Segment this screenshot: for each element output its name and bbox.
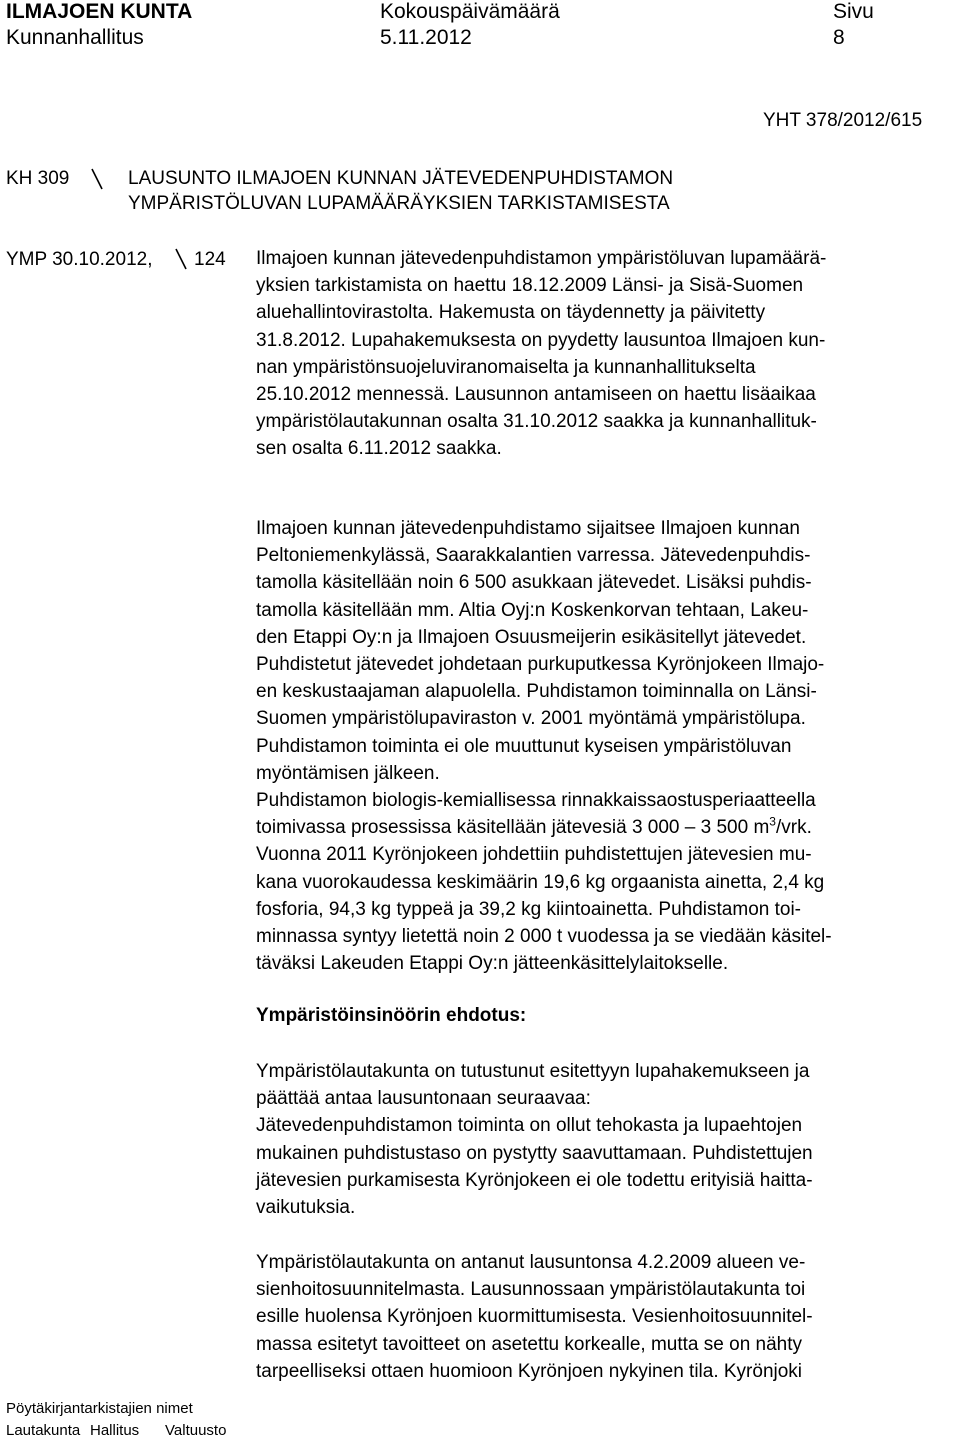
text-line: kana vuorokaudessa keskimäärin 19,6 kg orgaanista ainetta, 2,4 kg <box>256 871 825 893</box>
footer-valtuusto: Valtuusto <box>165 1422 227 1439</box>
text-line: tamolla käsitellään noin 6 500 asukkaan jätevedet. Lisäksi puhdis- <box>256 572 812 594</box>
text-line: tamolla käsitellään mm. Altia Oyj:n Koskenkorvan tehtaan, Lakeu- <box>256 599 809 621</box>
text-line: aluehallintovirastolta. Hakemusta on täydennetty ja päivitetty <box>256 302 766 324</box>
text-line: Suomen ympäristölupaviraston v. 2001 myöntämä ympäristölupa. <box>256 708 806 730</box>
text-line: Ympäristölautakunta on tutustunut esitettyyn lupahakemukseen ja <box>256 1061 810 1082</box>
page-label: Sivu <box>833 0 874 23</box>
text-line: vaikutuksia. <box>256 1197 356 1219</box>
footer-hallitus: Hallitus <box>90 1422 140 1439</box>
text-line: Jätevedenpuhdistamon toiminta on ollut tehokasta ja lupaehtojen <box>256 1115 803 1137</box>
paragraph-river-plan <box>256 1249 956 1385</box>
text-line: yksien tarkistamista on haettu 18.12.2009 Länsi- ja Sisä-Suomen <box>256 275 804 297</box>
text-line: Peltoniemenkylässä, Saarakkalantien varressa. Jätevedenpuhdis- <box>256 545 811 567</box>
text-fragment: /vrk. <box>775 817 812 839</box>
date-value: 5.11.2012 <box>380 26 472 49</box>
section-mark-icon <box>90 168 104 190</box>
paragraph-application <box>256 245 956 463</box>
text-line: esille huolensa Kyrönjoen kuormittumisesta. Vesienhoitosuunnitel- <box>256 1306 813 1328</box>
text-line: Puhdistamon toiminta ei ole muuttunut kyseisen ympäristöluvan <box>256 735 792 757</box>
text-line: Vuonna 2011 Kyrönjokeen johdettiin puhdistettujen jätevesien mu- <box>256 844 812 866</box>
municipality-name: ILMAJOEN KUNTA <box>6 0 193 23</box>
reference-number: YHT 378/2012/615 <box>763 110 923 131</box>
paragraph-proposal <box>256 1058 956 1221</box>
text-line: Ympäristölautakunta on antanut lausuntonsa 4.2.2009 alueen ve- <box>256 1252 806 1273</box>
body-name: Kunnanhallitus <box>6 26 144 49</box>
proposal-heading <box>256 1002 956 1029</box>
text-fragment: toimivassa prosessissa käsitellään jätevesiä 3 000 – 3 500 m <box>256 817 770 839</box>
text-line: massa esitetyt tavoitteet on asetettu korkealle, mutta se on nähty <box>256 1333 803 1355</box>
prior-reference <box>6 247 152 272</box>
text-line: minnassa syntyy lietettä noin 2 000 t vuodessa ja se viedään käsitel- <box>256 926 832 948</box>
text-line: 31.8.2012. Lupahakemuksesta on pyydetty lausuntoa Ilmajoen kun- <box>256 329 826 351</box>
text-line: myöntämisen jälkeen. <box>256 762 440 784</box>
prior-reference-mark-icon <box>174 248 188 270</box>
superscript: 3 <box>769 814 776 829</box>
text-line: fosforia, 94,3 kg typpeä ja 39,2 kg kiintoainetta. Puhdistamon toi- <box>256 898 801 920</box>
text-line: den Etappi Oy:n ja Ilmajoen Osuusmeijerin esikäsitellyt jätevedet. <box>256 626 807 648</box>
text-line: Ilmajoen kunnan jätevedenpuhdistamo sijaitsee Ilmajoen kunnan <box>256 518 800 539</box>
paragraph-plant-location <box>256 515 956 787</box>
footer-lautakunta: Lautakunta <box>6 1422 81 1439</box>
text-line: ympäristölautakunnan osalta 31.10.2012 saakka ja kunnanhallituk- <box>256 411 817 433</box>
text-line: tarpeelliseksi ottaen huomioon Kyrönjoen nykyinen tila. Kyrönjoki <box>256 1360 803 1382</box>
text-line <box>256 814 956 841</box>
section-code: KH 309 <box>6 168 70 189</box>
date-label: Kokouspäivämäärä <box>380 0 560 23</box>
prior-reference-number: 124 <box>194 249 226 270</box>
prior-reference-text: YMP 30.10.2012, <box>6 249 153 270</box>
text-line: en keskustaajaman alapuolella. Puhdistamon toiminnalla on Länsi- <box>256 681 817 703</box>
page-number: 8 <box>833 26 845 49</box>
heading-text: Ympäristöinsinöörin ehdotus: <box>256 1005 527 1026</box>
text-line: nan ympäristönsuojeluviranomaiselta ja kunnanhallitukselta <box>256 356 756 378</box>
footer-title: Pöytäkirjantarkistajien nimet <box>6 1400 193 1417</box>
text-line: jätevesien purkamisesta Kyrönjokeen ei ole todettu erityisiä haitta- <box>256 1169 813 1191</box>
text-line: täväksi Lakeuden Etappi Oy:n jätteenkäsittelylaitokselle. <box>256 953 729 975</box>
text-line: Ilmajoen kunnan jätevedenpuhdistamon ympäristöluvan lupamäärä- <box>256 248 827 269</box>
text-line: mukainen puhdistustaso on pystytty saavuttamaan. Puhdistettujen <box>256 1142 813 1164</box>
text-line: Puhdistamon biologis-kemiallisessa rinnakkaissaostusperiaatteella <box>256 790 816 811</box>
text-line: Puhdistetut jätevedet johdetaan purkuputkessa Kyrönjokeen Ilmajo- <box>256 654 825 676</box>
text-line: sienhoitosuunnitelmasta. Lausunnossaan ympäristölautakunta toi <box>256 1279 806 1301</box>
paragraph-process <box>256 787 956 977</box>
section-title-line-2: YMPÄRISTÖLUVAN LUPAMÄÄRÄYKSIEN TARKISTAMISESTA <box>128 193 670 214</box>
text-line: sen osalta 6.11.2012 saakka. <box>256 438 502 460</box>
section-title-line-1: LAUSUNTO ILMAJOEN KUNNAN JÄTEVEDENPUHDISTAMON <box>128 168 674 189</box>
text-line: päättää antaa lausuntonaan seuraavaa: <box>256 1088 591 1110</box>
text-line: 25.10.2012 mennessä. Lausunnon antamiseen on haettu lisäaikaa <box>256 384 816 406</box>
